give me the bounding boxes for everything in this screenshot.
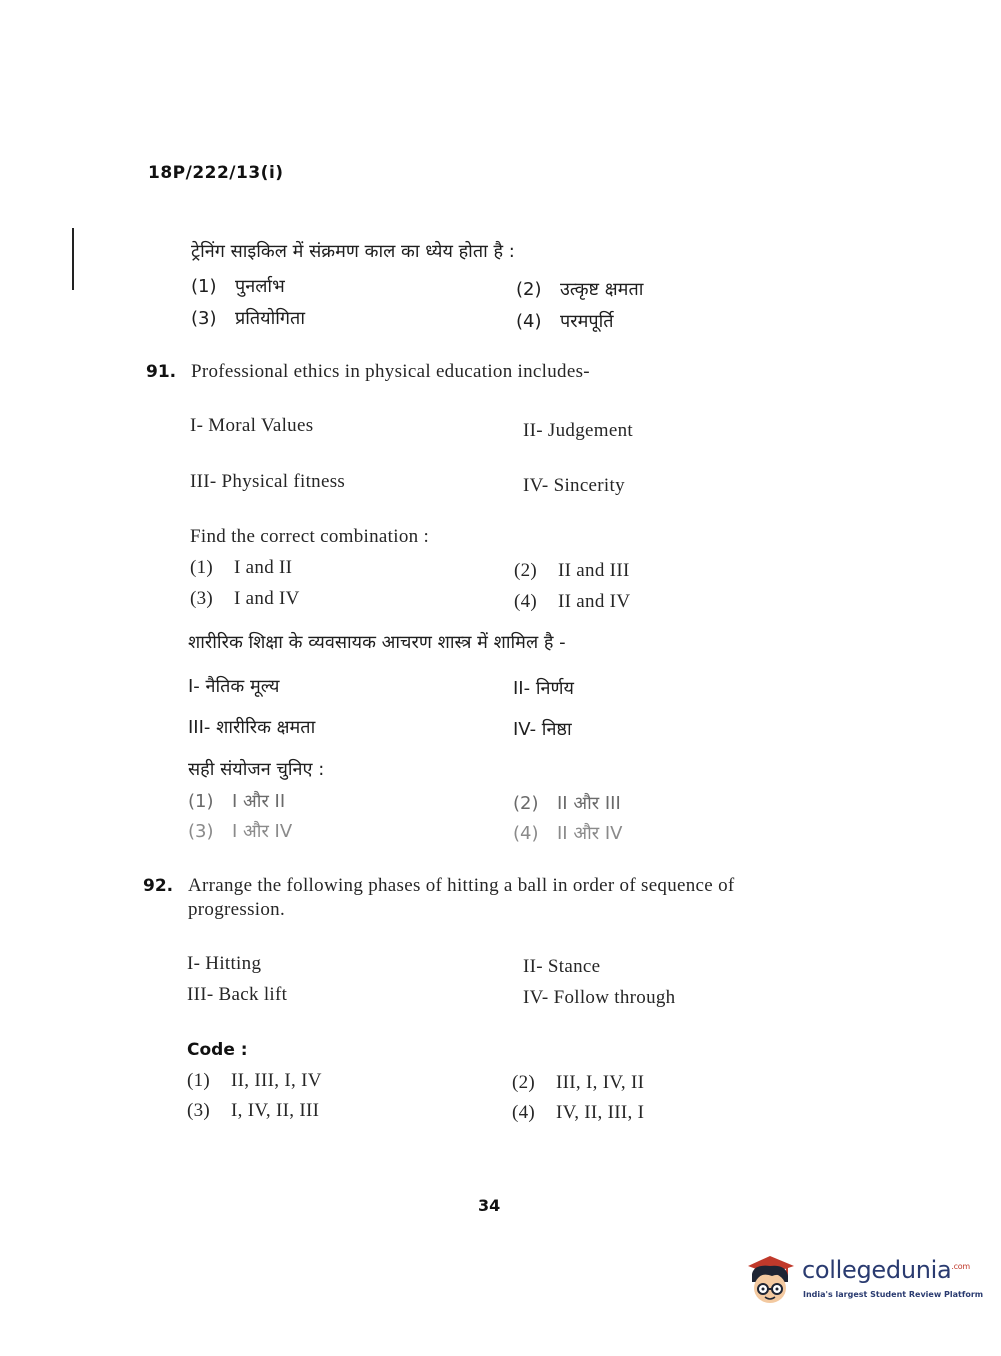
q90-option-1 (191, 274, 285, 298)
option-text: II, III, I, IV (231, 1070, 322, 1091)
option-text: परमपूर्ति (560, 311, 614, 332)
paper-code: 18P/222/13(i) (148, 163, 284, 183)
q91-hindi-option-1 (188, 789, 285, 813)
q91-hindi-item-2: II- निर्णय (513, 678, 574, 699)
option-text: II and III (558, 560, 630, 581)
q91-number: 91. (146, 362, 177, 382)
student-mascot-icon (742, 1252, 798, 1308)
option-number: (2) (516, 279, 542, 300)
q92-item-2: II- Stance (523, 956, 601, 977)
logo-suffix: .com (951, 1262, 970, 1271)
q90-option-2 (516, 277, 643, 301)
option-text: IV, II, III, I (556, 1102, 645, 1123)
option-text: II and IV (558, 591, 631, 612)
q91-hindi-option-3 (188, 819, 292, 843)
q92-option-3 (187, 1100, 319, 1122)
option-number: (4) (512, 1102, 536, 1123)
logo-name: collegedunia (802, 1256, 952, 1284)
q91-item-1: I- Moral Values (190, 415, 314, 436)
option-number: (1) (188, 791, 214, 812)
option-text: पुनर्लाभ (235, 276, 285, 297)
option-number: (2) (513, 793, 539, 814)
q92-question-line-1: Arrange the following phases of hitting a ball in order of sequence of (188, 875, 735, 896)
q92-code-label: Code : (187, 1040, 248, 1060)
q92-number: 92. (143, 876, 174, 896)
option-text: I और IV (232, 821, 293, 842)
q91-question: Professional ethics in physical education includes- (191, 361, 590, 382)
q91-hindi-item-3: III- शारीरिक क्षमता (188, 717, 316, 738)
option-number: (1) (190, 557, 214, 578)
logo-tagline: India's largest Student Review Platform (803, 1290, 984, 1299)
option-number: (1) (191, 276, 217, 297)
option-text: उत्कृष्ट क्षमता (560, 279, 644, 300)
q91-item-3: III- Physical fitness (190, 471, 346, 492)
q91-option-4 (514, 591, 630, 613)
option-text: II और IV (557, 823, 623, 844)
q91-hindi-item-1: I- नैतिक मूल्य (188, 676, 280, 697)
option-number: (1) (187, 1070, 211, 1091)
q91-item-4: IV- Sincerity (523, 475, 625, 496)
q90-option-4 (516, 309, 614, 333)
option-number: (3) (190, 588, 214, 609)
option-number: (3) (188, 821, 214, 842)
q90-option-3 (191, 306, 305, 330)
option-text: II और III (557, 793, 621, 814)
q90-hindi-question: ट्रेनिंग साइकिल में संक्रमण काल का ध्येय होता है : (191, 241, 515, 262)
option-text: I, IV, II, III (231, 1100, 320, 1121)
q91-item-2: II- Judgement (523, 420, 633, 441)
q92-item-1: I- Hitting (187, 953, 262, 974)
option-number: (2) (512, 1072, 536, 1093)
option-number: (4) (513, 823, 539, 844)
option-text: I and IV (234, 588, 300, 609)
option-text: प्रतियोगिता (235, 308, 305, 329)
q92-item-4: IV- Follow through (523, 987, 676, 1008)
q92-option-2 (512, 1072, 644, 1094)
option-number: (3) (187, 1100, 211, 1121)
option-text: III, I, IV, II (556, 1072, 645, 1093)
q92-item-3: III- Back lift (187, 984, 288, 1005)
option-text: I and II (234, 557, 293, 578)
q91-hindi-instruction: सही संयोजन चुनिए : (188, 759, 325, 780)
option-number: (2) (514, 560, 538, 581)
page-number: 34 (478, 1196, 501, 1215)
q91-option-2 (514, 560, 630, 582)
q91-option-3 (190, 588, 300, 610)
q91-instruction: Find the correct combination : (190, 526, 430, 547)
q92-option-1 (187, 1070, 322, 1092)
collegedunia-logo (742, 1250, 984, 1310)
q91-hindi-question: शारीरिक शिक्षा के व्यवसायक आचरण शास्त्र में शामिल है - (188, 632, 566, 653)
q92-question-line-2: progression. (188, 899, 286, 920)
margin-mark (72, 228, 74, 290)
q92-option-4 (512, 1102, 644, 1124)
q91-hindi-option-2 (513, 791, 621, 815)
q91-option-1 (190, 557, 292, 579)
option-number: (4) (514, 591, 538, 612)
option-number: (4) (516, 311, 542, 332)
logo-wordmark (802, 1256, 970, 1284)
option-number: (3) (191, 308, 217, 329)
q91-hindi-option-4 (513, 821, 622, 845)
option-text: I और II (232, 791, 286, 812)
q91-hindi-item-4: IV- निष्ठा (513, 719, 572, 740)
